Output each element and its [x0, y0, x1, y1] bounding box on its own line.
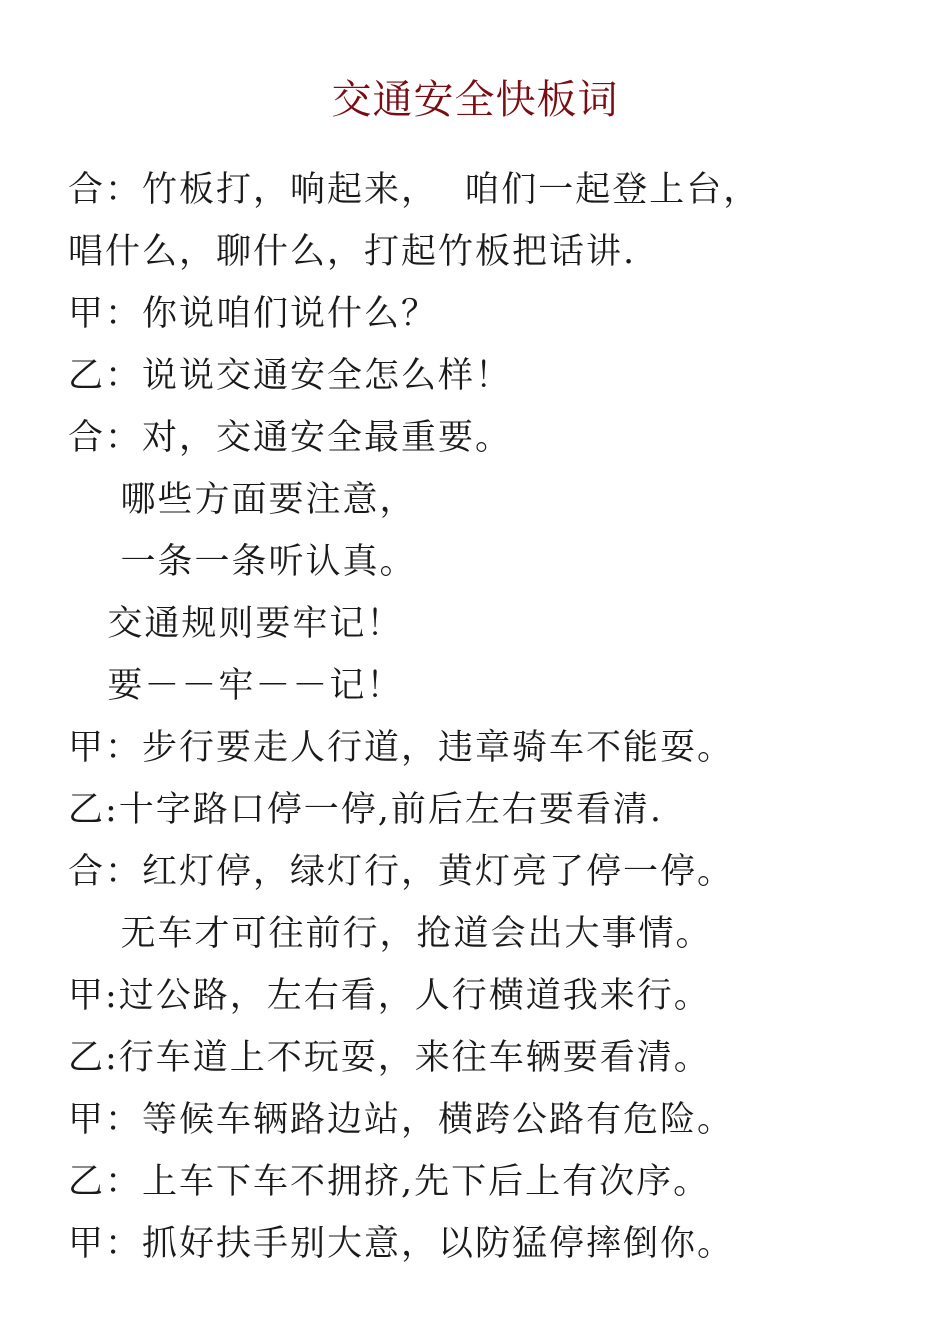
text-line: 乙:行车道上不玩耍，来往车辆要看清。 [68, 1038, 711, 1078]
text-line: 合：竹板打，响起来， 咱们一起登上台， [68, 170, 761, 210]
text-line: 甲：等候车辆路边站，横跨公路有危险。 [68, 1100, 735, 1140]
text-line: 要－－牢－－记！ [68, 666, 404, 706]
text-line: 乙：说说交通安全怎么样！ [68, 356, 513, 396]
text-line: 甲：抓好扶手别大意，以防猛停摔倒你。 [68, 1224, 735, 1264]
text-line: 无车才可往前行，抢道会出大事情。 [68, 914, 713, 954]
text-line: 乙:十字路口停一停,前后左右要看清. [68, 790, 664, 830]
text-line: 哪些方面要注意， [68, 480, 417, 520]
text-line: 甲:过公路，左右看，人行横道我来行。 [68, 976, 711, 1016]
text-line: 唱什么，聊什么，打起竹板把话讲. [68, 232, 637, 272]
document-title: 交通安全快板词 [331, 77, 619, 123]
text-line: 合：红灯停，绿灯行，黄灯亮了停一停。 [68, 852, 735, 892]
text-line: 一条一条听认真。 [68, 542, 417, 582]
text-line: 甲：步行要走人行道，违章骑车不能耍。 [68, 728, 735, 768]
text-line: 甲：你说咱们说什么？ [68, 294, 439, 334]
text-line: 交通规则要牢记！ [68, 604, 404, 644]
text-line: 乙：上车下车不拥挤,先下后上有次序。 [68, 1162, 711, 1202]
text-line: 合：对，交通安全最重要。 [68, 418, 513, 458]
